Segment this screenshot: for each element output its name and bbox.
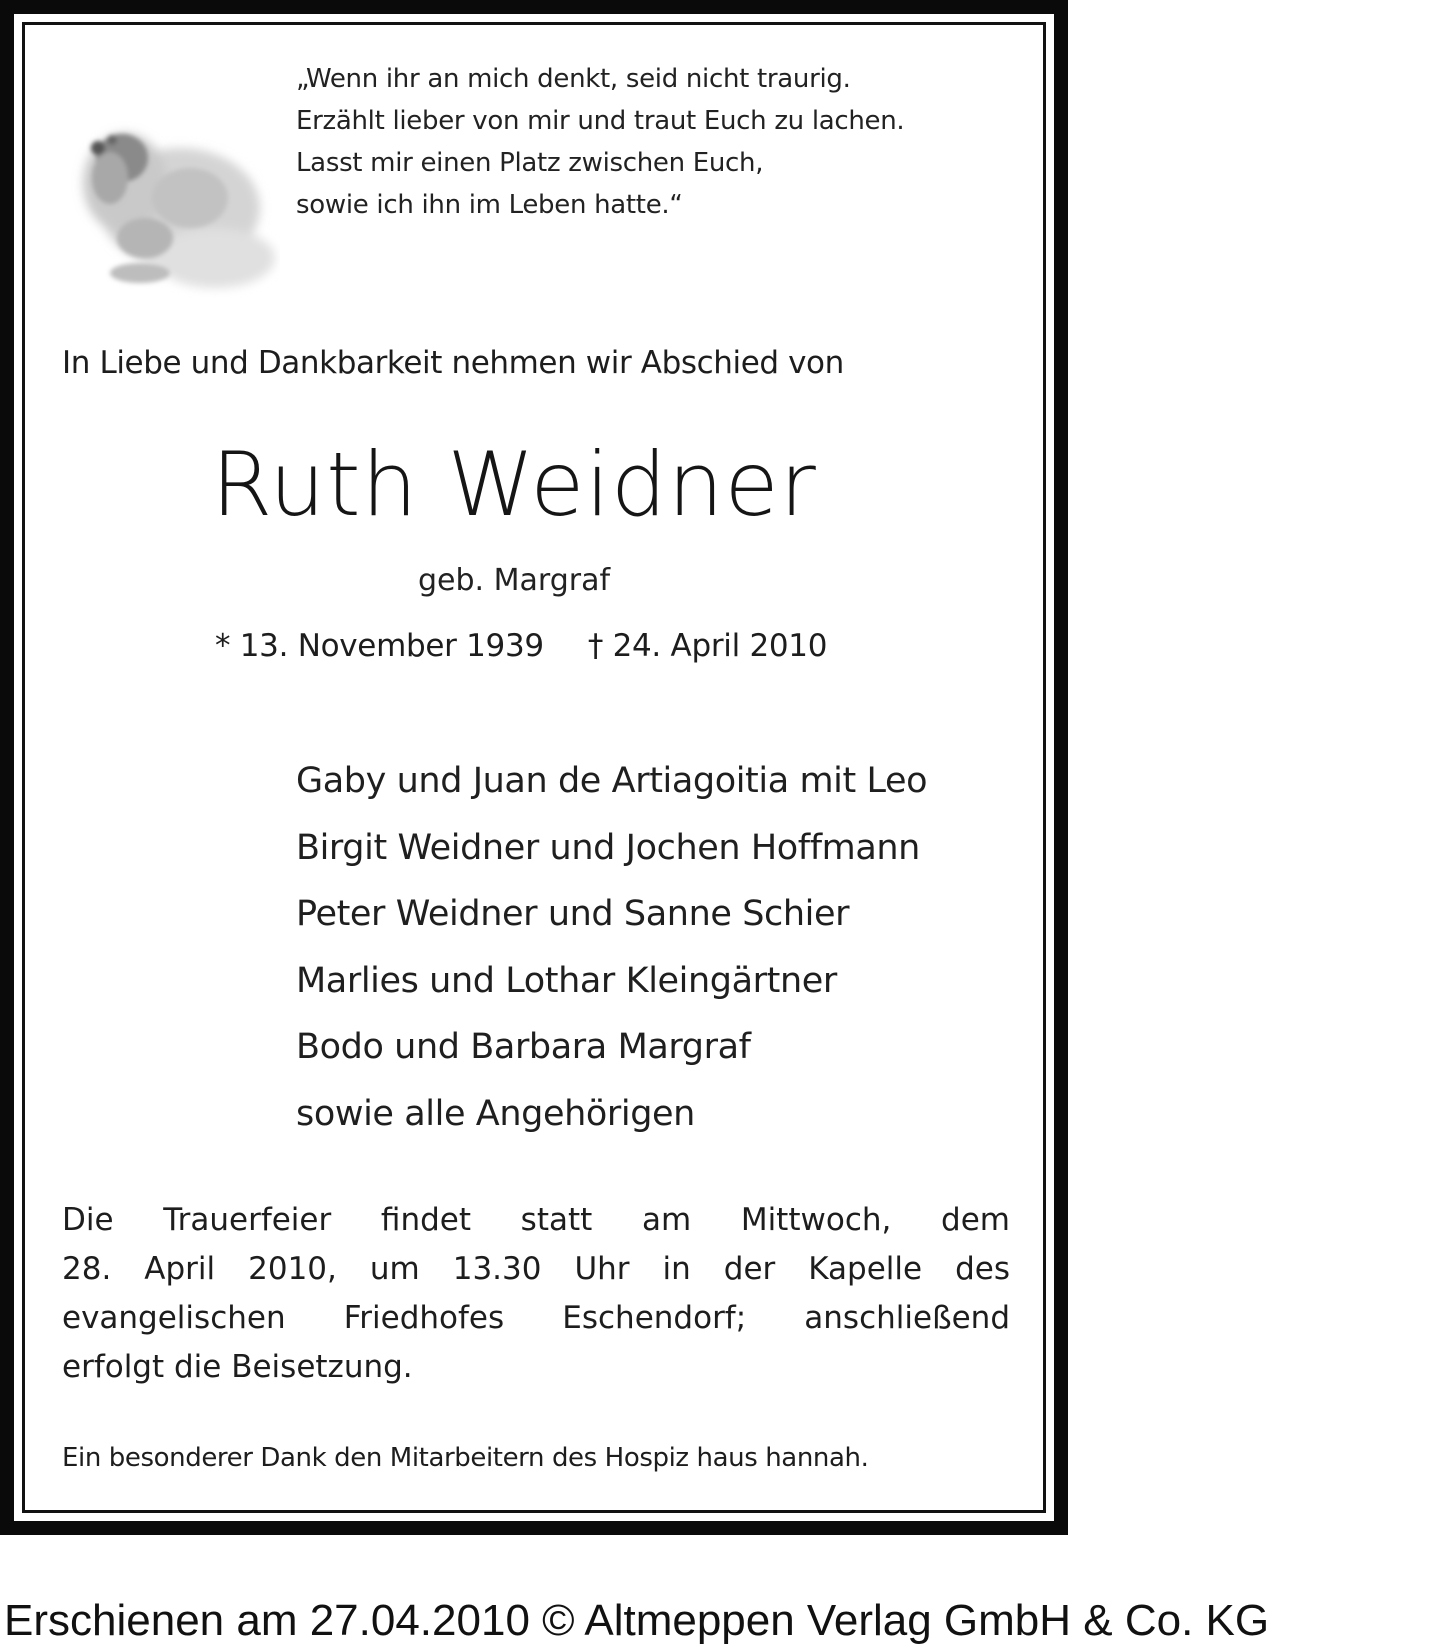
mourners-list: [296, 748, 927, 1147]
funeral-line: erfolgt die Beisetzung.: [62, 1349, 413, 1385]
angel-icon: [50, 88, 280, 298]
life-dates: [215, 628, 827, 664]
mourner-entry: Marlies und Lothar Kleingärtner: [296, 960, 837, 1001]
birth-name: geb. Margraf: [418, 563, 611, 598]
publication-footer: Erschienen am 27.04.2010 © Altmeppen Verlag GmbH & Co. KG: [4, 1596, 1270, 1645]
thanks-note: Ein besonderer Dank den Mitarbeitern des Hospiz haus hannah.: [62, 1443, 869, 1473]
mourner-entry: sowie alle Angehörigen: [296, 1093, 695, 1134]
funeral-line: evangelischen Friedhofes Eschendorf; anschließend: [62, 1300, 1010, 1336]
mourner-entry: Bodo und Barbara Margraf: [296, 1027, 751, 1067]
funeral-line: 28. April 2010, um 13.30 Uhr in der Kapelle des: [62, 1251, 1010, 1287]
funeral-details: [62, 1196, 1010, 1392]
quote-block: [296, 58, 1036, 226]
death-date: † 24. April 2010: [587, 628, 828, 664]
mourner-entry: Birgit Weidner und Jochen Hoffmann: [296, 827, 920, 868]
mourner-entry: Gaby und Juan de Artiagoitia mit Leo: [296, 761, 928, 801]
quote-line: „Wenn ihr an mich denkt, seid nicht traurig.: [296, 64, 851, 94]
mourner-entry: Peter Weidner und Sanne Schier: [296, 894, 850, 934]
birth-date: * 13. November 1939: [215, 628, 544, 664]
deceased-name: Ruth Weidner: [211, 433, 817, 536]
quote-line: sowie ich ihn im Leben hatte.“: [296, 190, 683, 220]
farewell-intro: In Liebe und Dankbarkeit nehmen wir Abschied von: [62, 345, 844, 381]
funeral-line: Die Trauerfeier findet statt am Mittwoch, dem: [62, 1202, 1010, 1238]
quote-line: Lasst mir einen Platz zwischen Euch,: [296, 148, 764, 178]
quote-line: Erzählt lieber von mir und traut Euch zu lachen.: [296, 106, 905, 136]
